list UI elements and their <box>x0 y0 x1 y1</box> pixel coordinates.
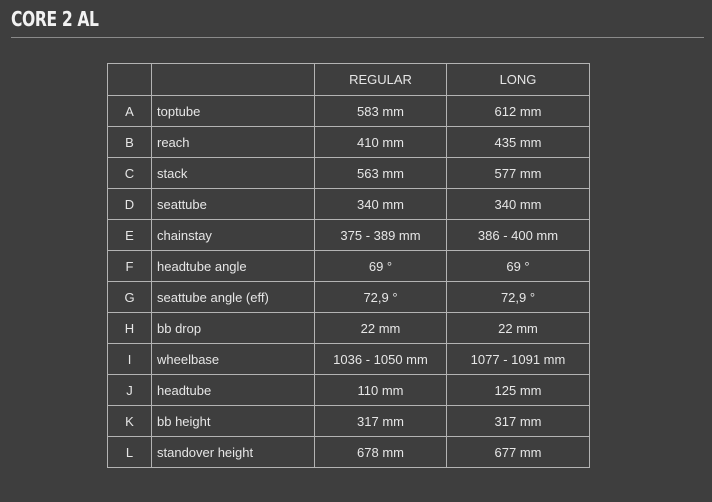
table-row <box>108 437 590 468</box>
row-regular-value: 678 mm <box>315 437 447 468</box>
row-regular-value: 72,9 ° <box>315 282 447 313</box>
row-long-value: 72,9 ° <box>447 282 590 313</box>
row-letter: K <box>108 406 152 437</box>
row-measurement-name: wheelbase <box>152 344 315 375</box>
row-long-value: 577 mm <box>447 158 590 189</box>
table-row <box>108 406 590 437</box>
table-row <box>108 127 590 158</box>
row-measurement-name: headtube <box>152 375 315 406</box>
row-long-value: 1077 - 1091 mm <box>447 344 590 375</box>
table-row <box>108 96 590 127</box>
row-letter: E <box>108 220 152 251</box>
geometry-table <box>107 63 590 468</box>
row-letter: H <box>108 313 152 344</box>
header-cell-name <box>152 64 315 96</box>
row-regular-value: 340 mm <box>315 189 447 220</box>
row-measurement-name: standover height <box>152 437 315 468</box>
row-letter: A <box>108 96 152 127</box>
table-row <box>108 313 590 344</box>
row-regular-value: 410 mm <box>315 127 447 158</box>
row-long-value: 125 mm <box>447 375 590 406</box>
row-measurement-name: chainstay <box>152 220 315 251</box>
row-letter: G <box>108 282 152 313</box>
row-letter: I <box>108 344 152 375</box>
row-regular-value: 110 mm <box>315 375 447 406</box>
header-cell-regular: REGULAR <box>315 64 447 96</box>
row-long-value: 612 mm <box>447 96 590 127</box>
row-measurement-name: seattube <box>152 189 315 220</box>
row-letter: D <box>108 189 152 220</box>
row-long-value: 435 mm <box>447 127 590 158</box>
row-regular-value: 22 mm <box>315 313 447 344</box>
row-measurement-name: reach <box>152 127 315 158</box>
row-measurement-name: bb height <box>152 406 315 437</box>
row-regular-value: 317 mm <box>315 406 447 437</box>
table-header-row <box>108 64 590 96</box>
row-long-value: 317 mm <box>447 406 590 437</box>
row-measurement-name: stack <box>152 158 315 189</box>
row-regular-value: 69 ° <box>315 251 447 282</box>
row-regular-value: 375 - 389 mm <box>315 220 447 251</box>
row-letter: J <box>108 375 152 406</box>
row-long-value: 22 mm <box>447 313 590 344</box>
page-title: CORE 2 AL <box>11 7 99 31</box>
row-measurement-name: bb drop <box>152 313 315 344</box>
row-letter: L <box>108 437 152 468</box>
table-row <box>108 220 590 251</box>
header-cell-letter <box>108 64 152 96</box>
row-long-value: 386 - 400 mm <box>447 220 590 251</box>
table-row <box>108 158 590 189</box>
header-cell-long: LONG <box>447 64 590 96</box>
row-measurement-name: headtube angle <box>152 251 315 282</box>
row-long-value: 677 mm <box>447 437 590 468</box>
table-row <box>108 375 590 406</box>
row-long-value: 69 ° <box>447 251 590 282</box>
table-row <box>108 344 590 375</box>
row-measurement-name: toptube <box>152 96 315 127</box>
table-row <box>108 282 590 313</box>
row-long-value: 340 mm <box>447 189 590 220</box>
row-regular-value: 1036 - 1050 mm <box>315 344 447 375</box>
table-row <box>108 189 590 220</box>
title-divider <box>11 37 704 38</box>
row-letter: C <box>108 158 152 189</box>
row-regular-value: 583 mm <box>315 96 447 127</box>
row-regular-value: 563 mm <box>315 158 447 189</box>
table-row <box>108 251 590 282</box>
row-letter: B <box>108 127 152 158</box>
row-letter: F <box>108 251 152 282</box>
row-measurement-name: seattube angle (eff) <box>152 282 315 313</box>
